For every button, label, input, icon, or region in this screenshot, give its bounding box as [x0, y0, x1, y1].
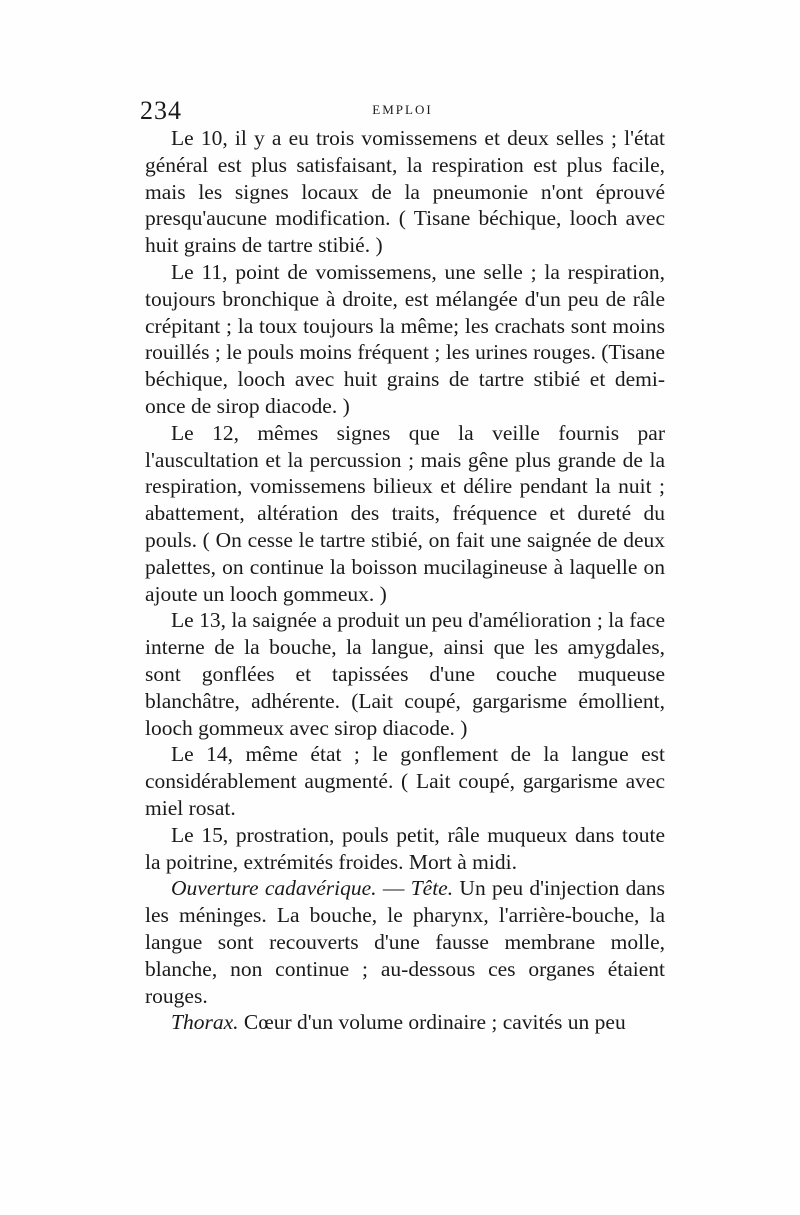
paragraph-day-14: Le 14, même état ; le gonflement de la langue est considérablement augmenté. ( Lait coupé, gargarisme avec miel rosat. — [145, 742, 665, 820]
body-text — [145, 125, 665, 1036]
paragraph-day-15: Le 15, prostration, pouls petit, râle muqueux dans toute la poitrine, extrémités froides. Mort à midi. — [145, 822, 665, 874]
paragraph-thorax — [145, 1009, 665, 1036]
paragraph-day-11: Le 11, point de vomissemens, une selle ; la respiration, toujours bronchique à droite, est mélangée d'un peu de râle crépitant ; la toux toujours la même; les crachats sont moins rouillés ; le pouls moins fréquent ; les urines rouges. (Tisane béchique, looch avec huit grains de tartre stibié et demi-once de sirop diacode. ) — [145, 259, 665, 418]
paragraph-day-10: Le 10, il y a eu trois vomissemens et deux selles ; l'état général est plus satisfaisant, la respiration est plus facile, mais les signes locaux de la pneumonie n'ont éprouvé presqu'aucune modification. ( Tisane béchique, looch avec huit grains de tartre stibié. ) — [145, 126, 665, 258]
thorax-text: Cœur d'un volume ordinaire ; cavités un peu — [238, 1010, 626, 1035]
page-number: 234 — [140, 96, 182, 125]
autopsy-subheading: Tête. — [410, 876, 454, 901]
autopsy-dash: — — [376, 876, 411, 901]
autopsy-text: Un peu d'injection dans les méninges. La bouche, le pharynx, l'arrière-bouche, la langue sont recouverts d'une fausse membrane molle, blanche, non continue ; au-dessous ces organes étaient rouges. — [145, 876, 665, 1008]
paragraph-day-13: Le 13, la saignée a produit un peu d'amélioration ; la face interne de la bouche, la langue, ainsi que les amygdales, sont gonflées et tapissées d'une couche muqueuse blanchâtre, adhérente. (Lait coupé, gargarisme émollient, looch gommeux avec sirop diacode. ) — [145, 608, 665, 740]
autopsy-heading: Ouverture cadavérique. — [171, 876, 377, 901]
thorax-heading: Thorax. — [171, 1010, 239, 1035]
paragraph-day-12: Le 12, mêmes signes que la veille fournis par l'auscultation et la percussion ; mais gêne plus grande de la respiration, vomissemens bilieux et délire pendant la nuit ; abattement, altération des traits, fréquence et dureté du pouls. ( On cesse le tartre stibié, on fait une saignée de deux palettes, on continue la boisson mucilagineuse à laquelle on ajoute un looch gommeux. ) — [145, 420, 665, 606]
page-header — [140, 92, 665, 128]
running-head: EMPLOI — [372, 102, 433, 117]
paragraph-autopsy — [145, 875, 665, 1009]
